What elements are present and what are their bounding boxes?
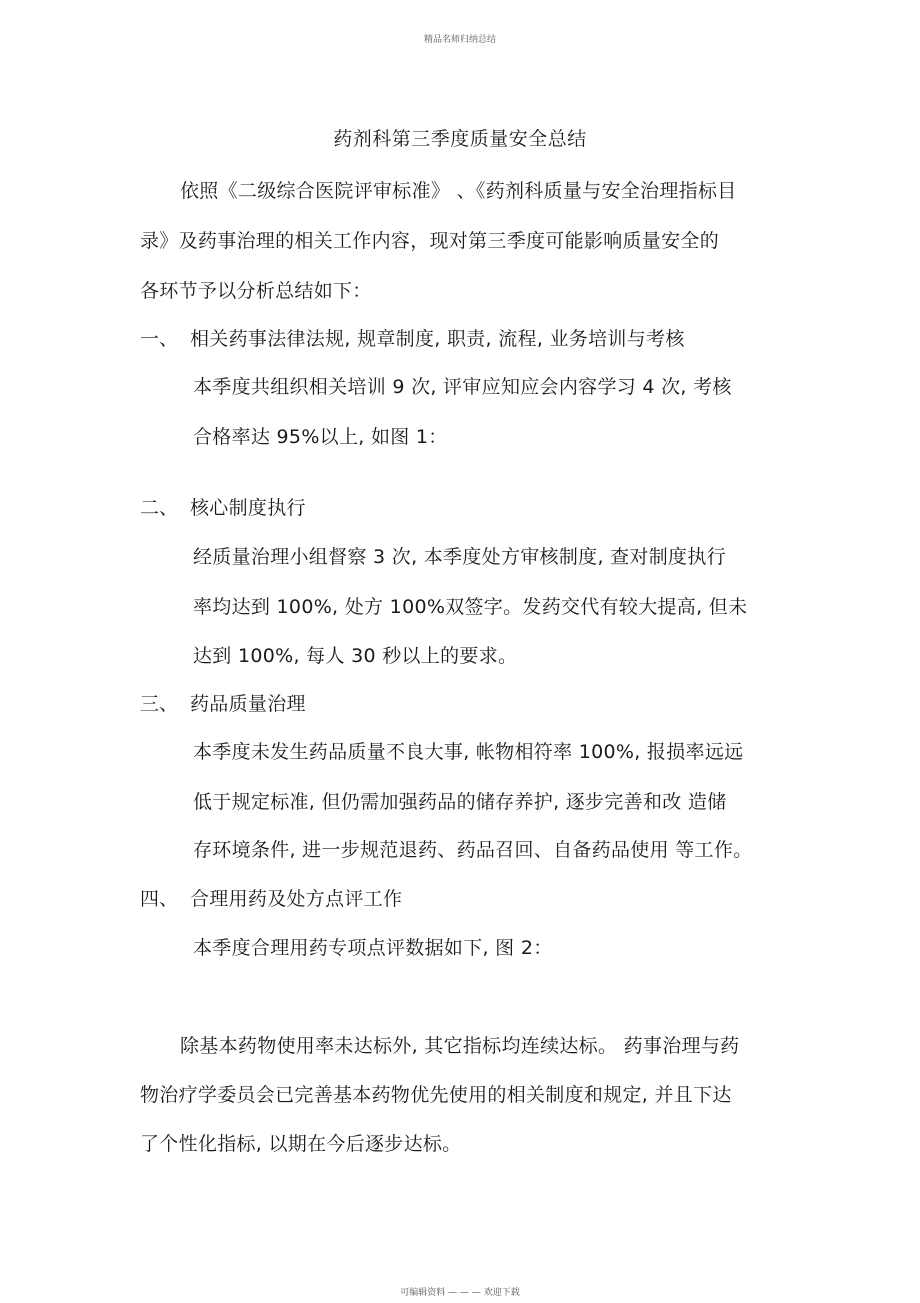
conclusion-line-1: 除基本药物使用率未达标外, 其它指标均连续达标。 药事治理与药 [180, 1035, 740, 1057]
section-3-body-line: 存环境条件, 进一步规范退药、药品召回、自备药品使用 等工作。 [193, 839, 753, 861]
section-1-number: 一、 [140, 328, 179, 350]
intro-line-2: 录》及药事治理的相关工作内容，现对第三季度可能影响质量安全的 [140, 230, 720, 252]
section-1-body-line: 合格率达 95%以上, 如图 1： [193, 426, 448, 448]
section-4-heading: 合理用药及处方点评工作 [190, 888, 403, 910]
section-4-body-line: 本季度合理用药专项点评数据如下, 图 2： [193, 937, 553, 959]
section-3-heading: 药品质量治理 [190, 693, 306, 715]
section-2-body-line: 经质量治理小组督察 3 次, 本季度处方审核制度, 查对制度执行 [193, 546, 726, 568]
section-2-body-line: 达到 100%, 每人 30 秒以上的要求。 [193, 645, 518, 667]
section-3-body-line: 本季度未发生药品质量不良大事, 帐物相符率 100%, 报损率远远 [193, 741, 744, 763]
conclusion-line-2: 物治疗学委员会已完善基本药物优先使用的相关制度和规定, 并且下达 [140, 1084, 732, 1106]
section-1-body-line: 本季度共组织相关培训 9 次, 评审应知应会内容学习 4 次, 考核 [193, 376, 732, 398]
section-4-number: 四、 [140, 888, 179, 910]
intro-line-3: 各环节予以分析总结如下： [140, 280, 372, 302]
section-2-heading: 核心制度执行 [190, 497, 306, 519]
section-3-number: 三、 [140, 693, 179, 715]
footer-note: 可编辑资料 — — — 欢迎下载 [400, 1288, 520, 1298]
section-1-heading: 相关药事法律法规, 规章制度, 职责, 流程, 业务培训与考核 [190, 328, 685, 350]
intro-line-1: 依照《二级综合医院评审标准》 、《药剂科质量与安全治理指标目 [180, 180, 737, 202]
section-2-number: 二、 [140, 497, 179, 519]
document-title: 药剂科第三季度质量安全总结 [333, 128, 587, 150]
header-note: 精品名师归纳总结 [423, 35, 496, 45]
section-3-body-line: 低于规定标准, 但仍需加强药品的储存养护, 逐步完善和改 造储 [193, 791, 727, 813]
section-2-body-line: 率均达到 100%, 处方 100%双签字。发药交代有较大提高, 但未 [193, 596, 748, 618]
conclusion-line-3: 了个性化指标, 以期在今后逐步达标。 [140, 1133, 462, 1155]
